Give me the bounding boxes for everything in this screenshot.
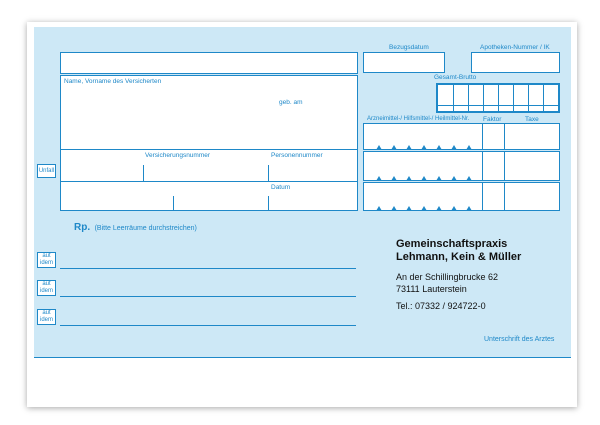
- factor-label: Faktor: [483, 116, 502, 123]
- factor-divider: [482, 152, 483, 180]
- gross-digit-divider: [483, 85, 484, 111]
- prescription-sheet: [27, 22, 577, 407]
- sender-phone: Tel.: 07332 / 924722-0: [396, 301, 486, 311]
- aut-idem-box-3[interactable]: [37, 309, 56, 325]
- accident-label: Unfall: [38, 168, 55, 174]
- sender-street: An der Schillingbrucke 62: [396, 272, 499, 282]
- item-row-3[interactable]: [363, 182, 560, 211]
- signature-label: Unterschrift des Arztes: [484, 336, 555, 343]
- total-gross-label: Gesamt-Brutto: [434, 74, 477, 81]
- form-bottom-line: [34, 357, 571, 358]
- gross-digit-divider: [453, 85, 454, 111]
- aut-idem-box-1[interactable]: [37, 252, 56, 268]
- accident-box[interactable]: [37, 164, 56, 178]
- tax-divider: [504, 183, 505, 210]
- prescription-form: [34, 27, 571, 357]
- digit-marker: [376, 145, 382, 150]
- digit-marker: [376, 176, 382, 181]
- tax-divider: [504, 152, 505, 180]
- pharmacy-number-field[interactable]: [471, 52, 560, 73]
- rp-note: (Bitte Leerräume durchstreichen): [94, 225, 197, 232]
- total-gross-field[interactable]: [436, 83, 560, 113]
- patient-divider-1: [61, 149, 357, 150]
- digit-marker: [406, 206, 412, 211]
- digit-marker: [376, 206, 382, 211]
- aut-idem-label-1: aut idem: [39, 253, 53, 266]
- aut-idem-label-2: aut idem: [39, 281, 53, 294]
- digit-marker: [421, 145, 427, 150]
- pharmacy-number-label: Apotheken-Nummer / IK: [480, 44, 550, 51]
- digit-marker: [421, 206, 427, 211]
- dispense-date-field[interactable]: [363, 52, 445, 73]
- tax-label: Taxe: [525, 116, 539, 123]
- name-label: Name, Vorname des Versicherten: [64, 78, 162, 85]
- digit-marker: [466, 145, 472, 150]
- aut-idem-label-3: aut idem: [39, 310, 53, 323]
- item-row-2[interactable]: [363, 151, 560, 181]
- factor-divider: [482, 183, 483, 210]
- digit-marker: [436, 176, 442, 181]
- date-label: Datum: [271, 184, 291, 191]
- factor-divider: [482, 124, 483, 149]
- digit-marker: [406, 145, 412, 150]
- insurance-tick: [143, 165, 144, 181]
- tax-divider: [504, 124, 505, 149]
- digit-marker: [436, 145, 442, 150]
- digit-marker: [466, 176, 472, 181]
- prescription-line-1[interactable]: [60, 268, 356, 269]
- sender-city: 73111 Lauterstein: [396, 284, 467, 294]
- birth-label: geb. am: [279, 99, 303, 106]
- items-header-label: Arzneimittel-/ Hilfsmittel-/ Heilmittel-Nr.: [367, 116, 470, 122]
- rp-label: Rp.: [74, 222, 91, 233]
- person-number-label: Personennummer: [271, 152, 323, 159]
- sender-line-1: Gemeinschaftspraxis: [396, 238, 508, 250]
- digit-marker: [391, 176, 397, 181]
- gross-digit-divider: [543, 85, 544, 111]
- date-tick-2: [268, 196, 269, 210]
- aut-idem-box-2[interactable]: [37, 280, 56, 296]
- digit-marker: [391, 145, 397, 150]
- gross-digit-divider: [498, 85, 499, 111]
- digit-marker: [391, 206, 397, 211]
- digit-marker: [406, 176, 412, 181]
- patient-divider-2: [61, 181, 357, 182]
- sender-line-2: Lehmann, Kein & Müller: [396, 251, 522, 263]
- insurance-number-label: Versicherungsnummer: [145, 152, 211, 159]
- digit-marker: [451, 206, 457, 211]
- gross-digit-divider: [468, 85, 469, 111]
- prescription-line-3[interactable]: [60, 325, 356, 326]
- rp-heading: [74, 217, 197, 235]
- item-row-1[interactable]: [363, 123, 560, 150]
- gross-digit-divider: [513, 85, 514, 111]
- date-tick-1: [173, 196, 174, 210]
- top-field[interactable]: [60, 52, 358, 74]
- prescription-line-2[interactable]: [60, 296, 356, 297]
- digit-marker: [436, 206, 442, 211]
- gross-digit-divider: [528, 85, 529, 111]
- digit-marker: [466, 206, 472, 211]
- digit-marker: [451, 145, 457, 150]
- digit-marker: [421, 176, 427, 181]
- person-tick: [268, 165, 269, 181]
- dispense-date-label: Bezugsdatum: [389, 44, 429, 51]
- patient-data-panel[interactable]: [60, 75, 358, 211]
- digit-marker: [451, 176, 457, 181]
- gross-baseline: [438, 105, 558, 106]
